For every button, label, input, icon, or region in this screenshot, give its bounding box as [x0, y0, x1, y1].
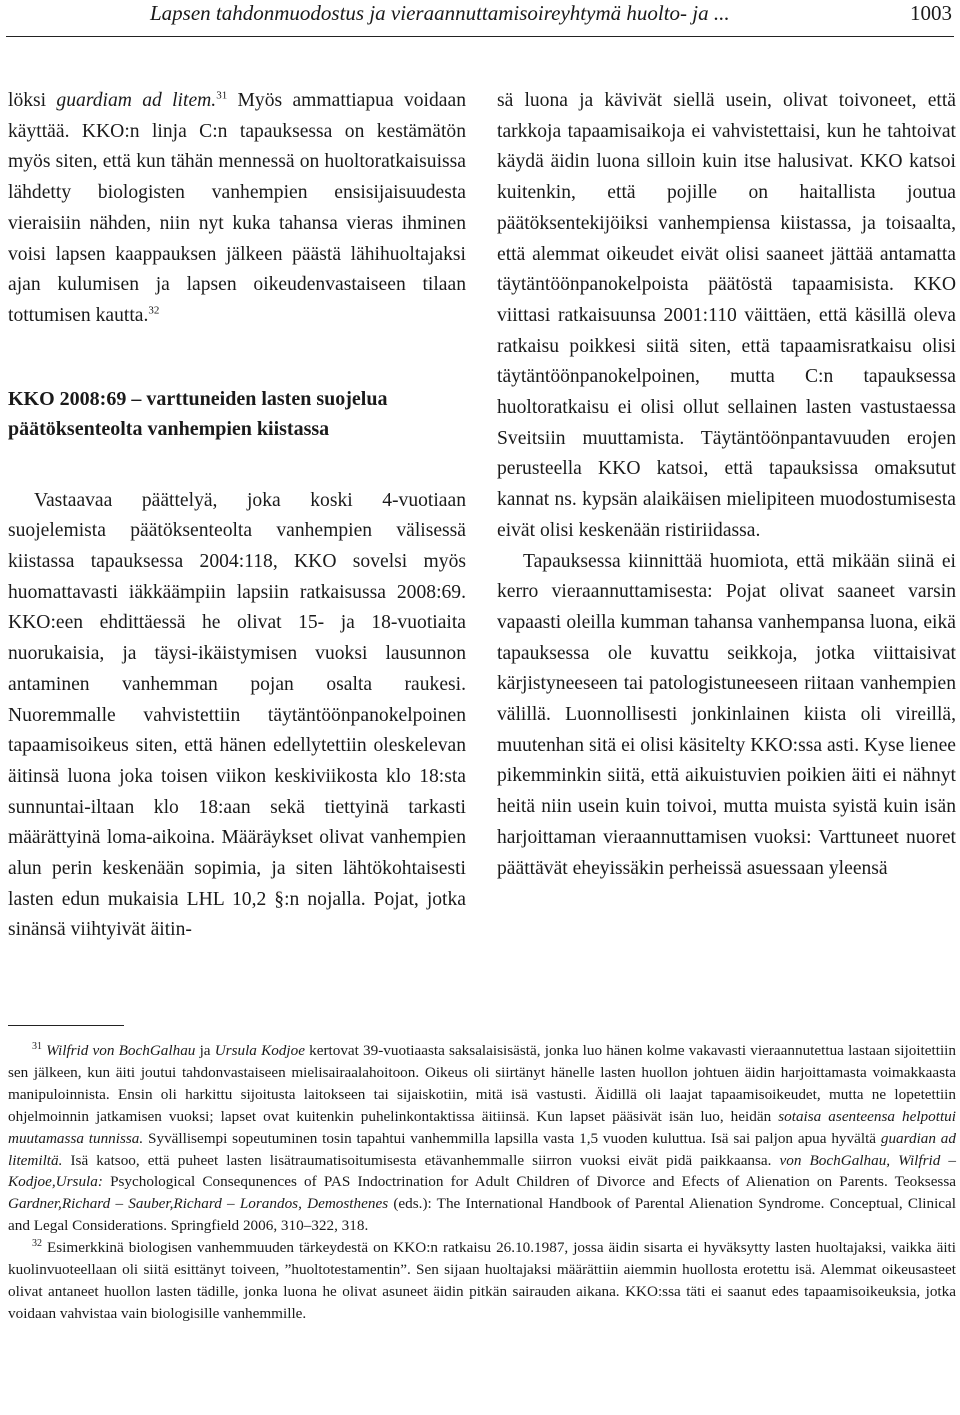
- left-paragraph-1: [8, 86, 466, 332]
- text-run: Isä katsoo, että puheet lasten lisätraumatisoitumisesta etävanhemmalle siirron vuoksi eivät pidä paikkaansa.: [62, 1151, 780, 1169]
- footnote-31: [8, 1040, 956, 1237]
- footnote-ref-32[interactable]: 32: [148, 304, 160, 317]
- running-header: [0, 0, 960, 40]
- running-title: Lapsen tahdonmuodostus ja vieraannuttamisoireyhtymä huolto- ja ...: [150, 1, 730, 25]
- italic-name: Ursula Kodjoe: [214, 1042, 305, 1059]
- italic-name: Wilfrid von BochGalhau: [46, 1042, 196, 1059]
- left-paragraph-2: Vastaavaa päättelyä, joka koski 4-vuotiaan suojelemista päätöksenteolta vanhempien välisessä kiistassa tapauksessa 2004:118, KKO sovelsi myös huomattavasti iäkkäämpiin lapsiin ratkaisussa 2008:69. KKO:een ehdittäessä he olivat 15- ja 18-vuotiaita nuorukaisia, ja täysi-ikäistymisen vuoksi lausunnon antaminen vanhemman pojan osalta raukesi. Nuoremmalle vahvistettiin täytäntöönpanokelpoinen tapaamisoikeus siten, että hänen edellytettiin oleskelevan äitinsä luona joka toisen viikon keskiviikosta klo 18:sta sunnuntai-iltaan klo 18:aan sekä tiettyinä tarkasti määrättyinä loma-aikoina. Määräykset olivat vanhempien alun perin keskenään sopimia, ja siten lähtökohtaisesti lasten edun mukaisia LHL 10,2 §:n nojalla. Pojat, jotka sinänsä viihtyivät äitin-: [8, 489, 466, 941]
- text-run: Syvällisempi sopeutuminen tosin tapahtui vanhemmilla lapsilla vasta 1,5 vuoden kuluttua. Isä sai paljon apua hyvältä: [143, 1129, 881, 1147]
- text-run: ja: [195, 1042, 215, 1059]
- footnotes: [8, 1040, 956, 1325]
- text-run: (eds.): The International Handbook of Parental Alienation Syndrome. Conceptual, Clinical and Legal Considerations. Springfield 2006, 310–322, 318.: [8, 1195, 956, 1235]
- text-run: löksi: [8, 90, 57, 111]
- italic-text: guardian ad litemiltä.: [8, 1129, 956, 1169]
- right-column: [497, 86, 956, 884]
- footnote-rule: [8, 1025, 124, 1026]
- footnote-32: [8, 1237, 956, 1325]
- italic-text: Gardner,Richard – Sauber,Richard – Lorandos, Demosthenes: [8, 1195, 389, 1213]
- header-rule: [6, 36, 954, 37]
- text-run: kertovat 39-vuotiaasta saksalaisisästä, jonka luo hänen kolme vakavasti vieraannutettua lastaan sijoitettiin sen jälkeen, kun äiti joutui tahdonvastaiseen mielisairaalahoitoon. Oikeus oli siirtänyt hänelle lasten huollon johtuen äidin harjoittamasta voimakkaasta manipuloinnista. Ensin oli harkittu sijoitusta laitokseen tai sijaiskotiin, mitä isä vastusti. Äidillä oli laajat tapaamisoikeudet, mutta ne lopetettiin ohjelmoinnin jatkamisen vuoksi; lapset ovat kuitenkin puhelinkontaktissa äitiinsä. Kun lapset pääsivät isän luo, heidän: [8, 1042, 956, 1125]
- italic-term: guardiam ad litem.: [56, 90, 217, 111]
- text-run: Myös ammattiapua voidaan käyttää. KKO:n linja C:n tapauksessa on kestämätön myös siten, että kun tähän mennessä on huoltoratkaisuissa lähdetty biologisten vanhempien ensisijaisuudesta vieraisiin nähden, niin nyt kuka tahansa vieras ihminen voisi lapsen kaappauksen jälkeen päästä lähihuoltajaksi ajan kulumisen ja lapsen oikeudenvastaiseen tilaan tottumisen kautta.: [8, 90, 466, 326]
- footnote-ref-31[interactable]: 31: [216, 89, 228, 102]
- italic-text: sotaisa asenteensa helpottui muutamassa tunnissa.: [8, 1107, 956, 1147]
- text-run: Esimerkkinä biologisen vanhemmuuden tärkeydestä on KKO:n ratkaisu 26.10.1987, jossa äidin sisarta ei hyväksytty lasten huoltajaksi, vaikka äiti kuolinvuoteellaan oli siitä esittänyt toiveen, ”huoltotestamentin”. Sen sijaan huoltajaksi määrättiin aiemmin huollosta erotettu isä. Alemmat oikeusasteet olivat antaneet huollon lasten tädille, jonka luona he olivat asuneet äidin pitkän sairauden aikana. KKO:ssa täti ei saanut edes tapaamisoikeuksia, jotka voidaan vahvistaa vain biologisille vanhemmille.: [8, 1239, 956, 1322]
- italic-text: von BochGalhau, Wilfrid – Kodjoe,Ursula:: [8, 1151, 956, 1191]
- section-heading: KKO 2008:69 – varttuneiden lasten suojelua päätöksenteolta vanhempien kiistassa: [8, 387, 388, 440]
- page-number: 1003: [910, 1, 952, 25]
- left-column: [8, 86, 466, 946]
- text-run: Psychological Consequnences of PAS Indoctrination for Adult Children of Divorce and Efects of Alienation on Parents. Teoksessa: [102, 1173, 956, 1191]
- footnote-number: 32: [32, 1238, 42, 1250]
- right-paragraph-2: Tapauksessa kiinnittää huomiota, että mikään siinä ei kerro vieraannuttamisesta: Pojat olivat saaneet varsin vapaasti oleilla kumman tahansa vanhempansa luona, eikä tapauksessa ole kuvattu seikkoja, jotka viittaisivat kärjistyneeseen tai patologistuneeseen riitaan vanhempien välillä. Luonnollisesti jonkinlainen kiista oli vireillä, muutenhan sitä ei olisi käsitelty KKO:ssa asti. Kyse lienee pikemminkin siitä, että aikuistuvien poikien äiti ei nähnyt heitä niin usein kuin toivoi, mutta muista syistä kuin isän harjoittaman vieraannuttamisen vuoksi: Varttuneet nuoret päättävät eheyissäkin perheissä asuessaan yleensä: [497, 550, 956, 879]
- footnote-number: 31: [32, 1040, 42, 1052]
- right-paragraph-1: sä luona ja kävivät siellä usein, olivat toivoneet, että tarkkoja tapaamisaikoja ei vahvistettaisi, kun he tahtoivat käydä äidin luona silloin kuin itse halusivat. KKO katsoi kuitenkin, että pojille on haitallista joutua päätöksentekijöiksi vanhempiensa kiistassa, ja toisaalta, että alemmat oikeudet eivät olisi saaneet jättää antamatta täytäntöönpanokelpoista päätöstä tapaamisista. KKO viittasi ratkaisuunsa 2001:110 väittäen, että käsillä oleva ratkaisu poikkesi siitä siten, että tapaamisratkaisu olisi täytäntöönpanokelpoinen, mutta C:n tapauksessa huoltoratkaisu ei olisi ollut sellainen lasten vastustaessa Sveitsiin muuttamista. Täytäntöönpantavuuden erojen perusteella KKO katsoi, että tapauksissa omaksutut kannat ns. kypsän alaikäisen mielipiteen muodostumisesta eivät olisi keskenään ristiriidassa.: [497, 90, 956, 541]
